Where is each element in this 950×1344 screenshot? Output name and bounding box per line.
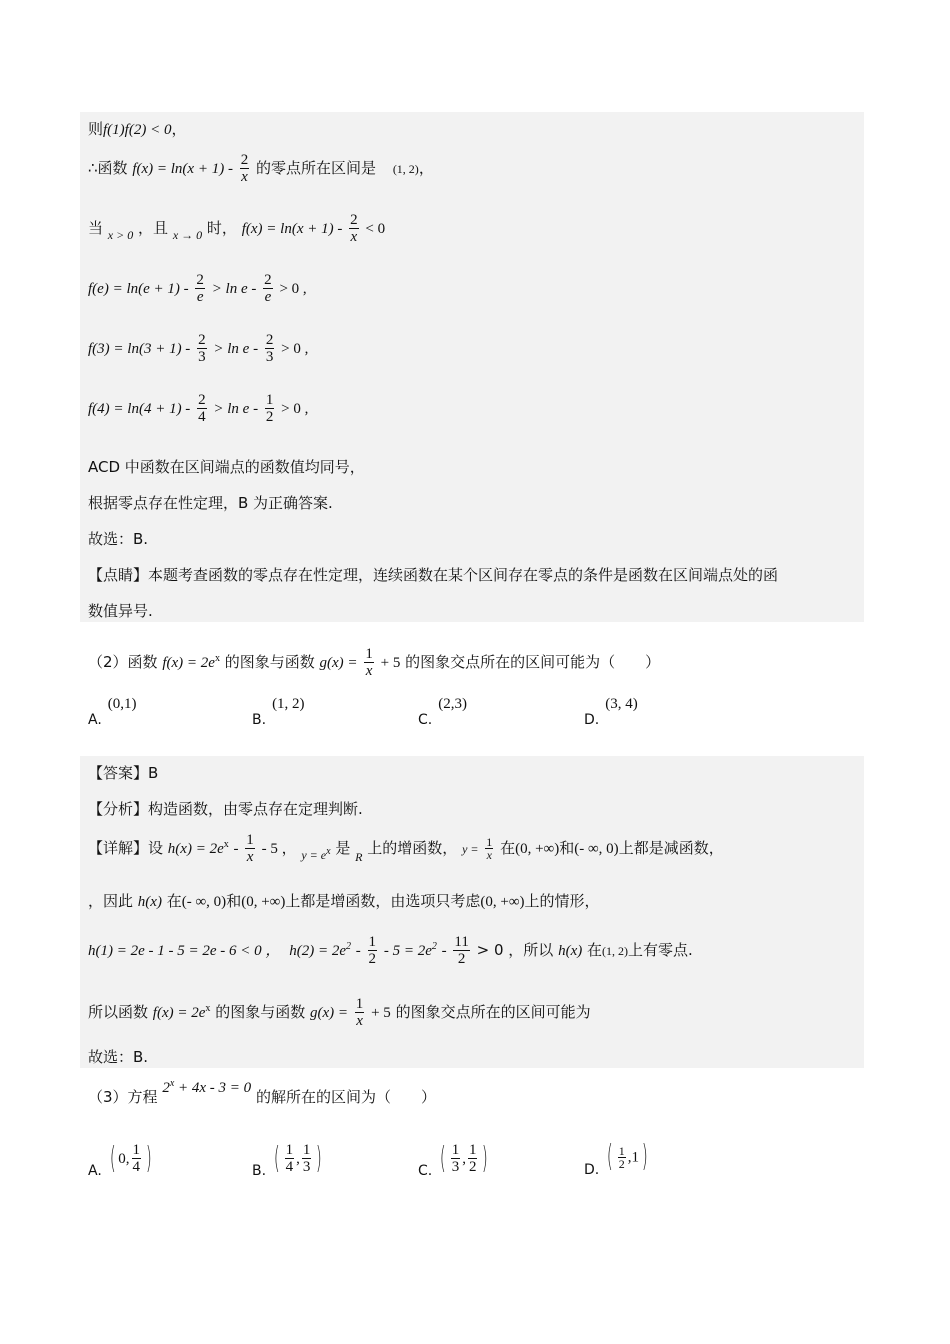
solution-block-1 xyxy=(80,112,864,622)
q2-option-a[interactable]: A.(0,1) xyxy=(88,696,137,728)
q3-option-d[interactable]: D. ( $\frac{1}{2}$ ,1) xyxy=(584,1139,648,1178)
q3-option-b[interactable]: B. ( $\frac{1}{4}$ , $\frac{1}{3}$ ) xyxy=(252,1140,323,1179)
answer-2: 【答案】B xyxy=(88,764,159,782)
line-note-2: 数值异号. xyxy=(88,602,153,620)
line-f1f2: 则f(1)f(2) < 0， xyxy=(88,120,187,138)
line-note-1: 【点睛】本题考查函数的零点存在性定理，连续函数在某个区间存在零点的条件是函数在区间端点处的函 xyxy=(88,566,779,584)
line-f4: f(4) = ln(4 + 1) - $\frac{2}{4}$ > ln e - $\frac{1}{2}$ > 0 , xyxy=(88,392,309,425)
question-2: （2）函数 $f(x) = 2e^x$ 的图象与函数 g(x) = $\frac{1}{x}$ + 5 的图象交点所在的区间可能为（ ） xyxy=(88,646,661,679)
line-theorem: 根据零点存在性定理，B 为正确答案. xyxy=(88,494,333,512)
detail-2-line-2: ，因此 h(x) 在(- ∞, 0)和(0, +∞)上都是增函数，由选项只考虑(0, +∞)上的情形， xyxy=(88,892,600,910)
line-x-to-zero: 当 $_{x > 0}$ ，且 $_{x \to 0}$ 时， f(x) = ln(x + 1) - $\frac{2}{x}$ < 0 xyxy=(88,212,386,245)
question-3: （3）方程 2$^x$ + 4x - 3 = 0 的解所在的区间为（ ） xyxy=(88,1078,436,1106)
q2-option-b[interactable]: B.(1, 2) xyxy=(252,696,305,728)
analysis-2: 【分析】构造函数，由零点存在定理判断. xyxy=(88,800,363,818)
detail-2-line-1: 【详解】设 $h(x) = 2e^x$ - $\frac{1}{x}$ - 5 ， $_{y = e^x}$ 是 $_R$ 上的增函数， y = $\frac{1}{x}$ 在(0, +∞)和(- ∞, 0)上都是减函数， xyxy=(88,832,724,865)
line-fe: f(e) = ln(e + 1) - $\frac{2}{e}$ > ln e - $\frac{2}{e}$ > 0 , xyxy=(88,272,307,305)
detail-2-line-3: h(1) = 2e - 1 - 5 = 2e - 6 < 0 ， $h(2) = 2e^2$ - $\frac{1}{2}$ - $5 = 2e^2$ - $\frac{11}{2}$ > 0 ，所以 h(x) 在(1, 2)上有零点. xyxy=(88,934,693,967)
line-acd: ACD 中函数在区间端点的函数值均同号， xyxy=(88,458,365,476)
q2-option-d[interactable]: D.(3, 4) xyxy=(584,696,638,728)
line-choice-1: 故选：B. xyxy=(88,530,149,548)
choice-2: 故选：B. xyxy=(88,1048,149,1066)
line-f3: f(3) = ln(3 + 1) - $\frac{2}{3}$ > ln e - $\frac{2}{3}$ > 0 , xyxy=(88,332,309,365)
q3-option-a[interactable]: A. ( 0, $\frac{1}{4}$ ) xyxy=(88,1140,152,1179)
line-zero-interval: ∴函数 f(x) = ln(x + 1) - $\frac{2}{x}$ 的零点所在区间是 (1, 2)， xyxy=(88,152,434,185)
detail-2-conclusion: 所以函数 $f(x) = 2e^x$ 的图象与函数 g(x) = $\frac{1}{x}$ + 5 的图象交点所在的区间可能为 xyxy=(88,996,591,1029)
q2-option-c[interactable]: C.(2,3) xyxy=(418,696,467,728)
q3-option-c[interactable]: C. ( $\frac{1}{3}$ , $\frac{1}{2}$ ) xyxy=(418,1140,489,1179)
